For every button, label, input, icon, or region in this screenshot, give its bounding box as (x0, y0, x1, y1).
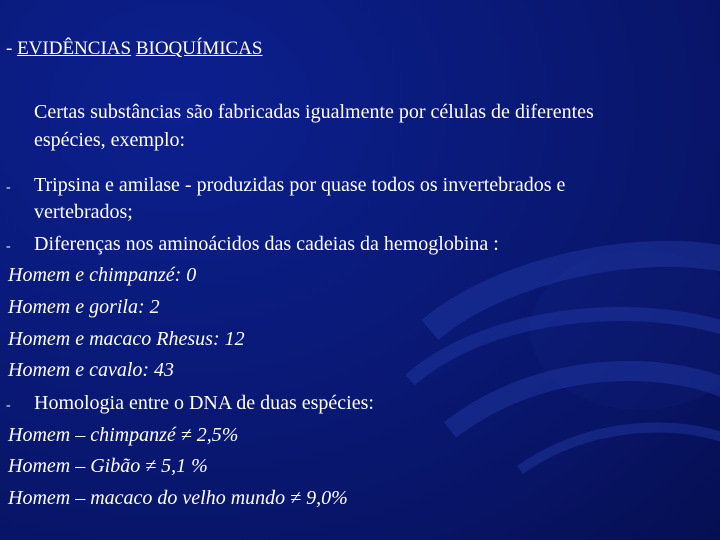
hemoglobin-item: Homem e gorila: 2 (8, 296, 160, 318)
heading-word-bioquimicas: BIOQUÍMICAS (135, 38, 263, 59)
bullet-marker-2: - (6, 239, 11, 254)
hemoglobin-item: Homem e macaco Rhesus: 12 (8, 328, 245, 350)
hemoglobin-item: Homem e cavalo: 43 (8, 359, 175, 381)
bullet-3: Homologia entre o DNA de duas espécies: (34, 392, 374, 414)
dna-item: Homem – Gibão ≠ 5,1 % (8, 455, 208, 477)
intro-line-2: espécies, exemplo: (34, 129, 186, 151)
heading-prefix: - (6, 38, 18, 59)
bullet-marker-3: - (6, 398, 11, 413)
dna-item: Homem – chimpanzé ≠ 2,5% (8, 424, 239, 446)
bullet-1-line-1: Tripsina e amilase - produzidas por quase todos os invertebrados e (34, 174, 566, 196)
bullet-2: Diferenças nos aminoácidos das cadeias da hemoglobina : (34, 233, 499, 255)
heading-word-evidencias: EVIDÊNCIAS (17, 38, 132, 59)
hemoglobin-item: Homem e chimpanzé: 0 (8, 264, 197, 286)
slide-heading (6, 37, 263, 61)
dna-item: Homem – macaco do velho mundo ≠ 9,0% (8, 487, 348, 509)
intro-line-1: Certas substâncias são fabricadas igualmente por células de diferentes (34, 101, 594, 123)
bullet-marker-1: - (6, 180, 11, 195)
bullet-1-line-2: vertebrados; (34, 201, 133, 223)
